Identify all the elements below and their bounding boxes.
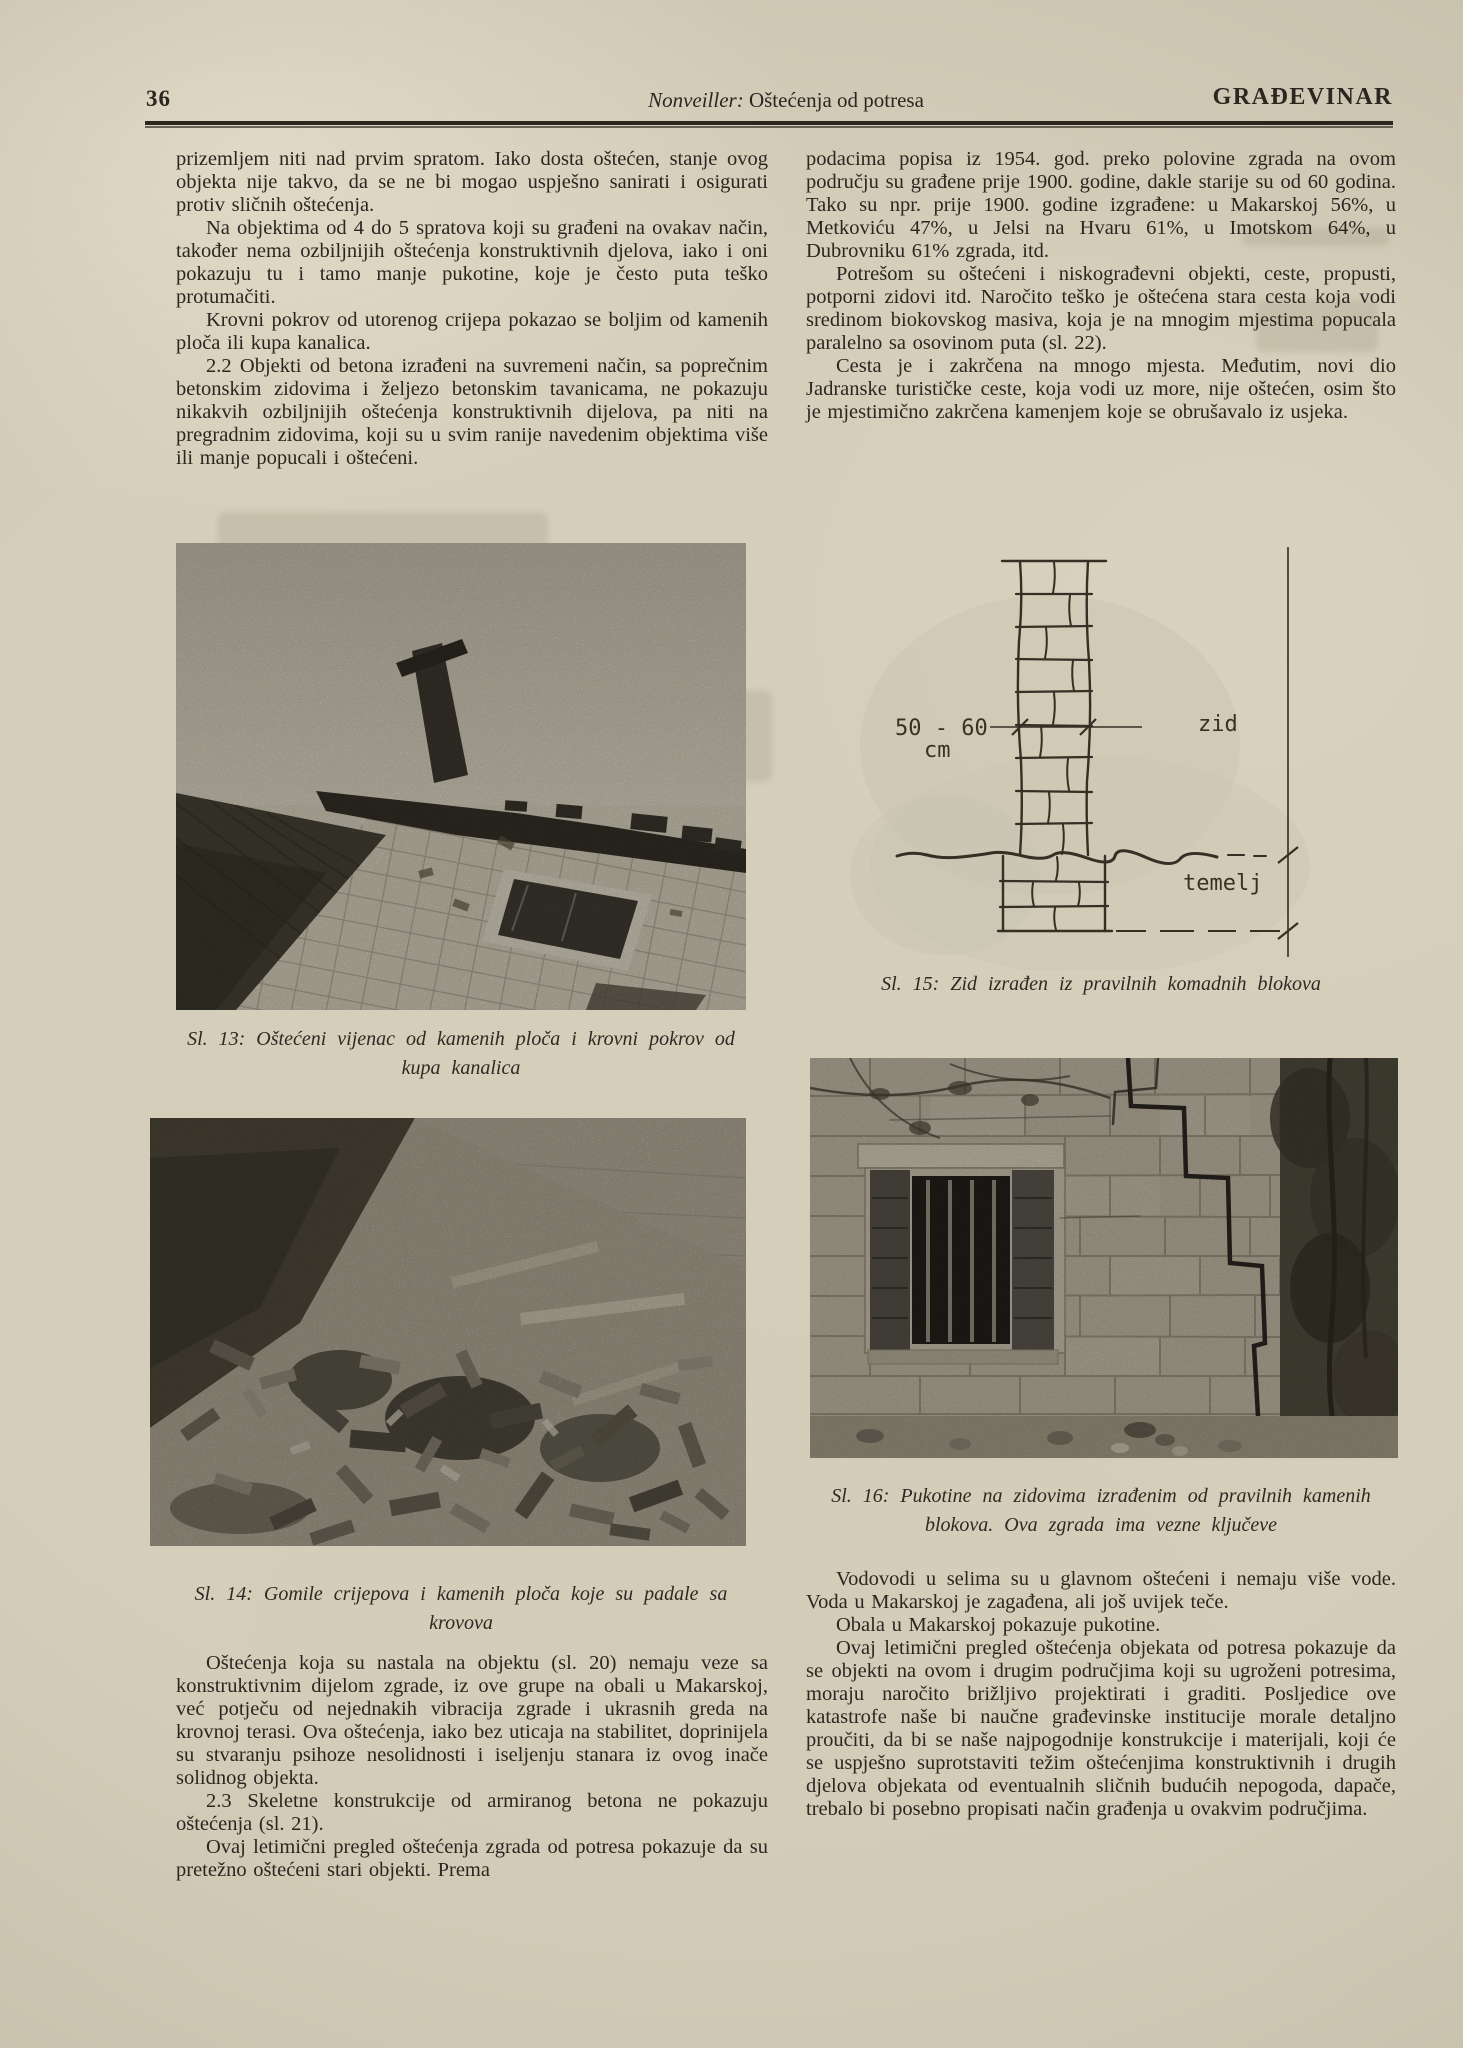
paragraph: Obala u Makarskoj pokazuje pukotine.	[836, 1614, 1161, 1636]
dimension-unit-label: cm	[924, 738, 951, 763]
running-header	[500, 88, 1072, 113]
figure-14-photo	[150, 1118, 746, 1546]
paragraph: podacima popisa iz 1954. god. preko polovine zgrada na ovom području su građene prije 1900. godine, dakle starije su od 60 godina. Tako su npr. prije 1900. godine izgrađene: u Makarskoj 56%, u Metkoviću 47%, u Jelsi na Hvaru 61%, u Imotskom 64%, u Dubrovniku 61% zgrada, itd.	[806, 148, 1396, 262]
running-author: Nonveiller:	[648, 88, 744, 112]
figure-16-photo	[810, 1058, 1398, 1458]
right-column-text-top	[806, 148, 1396, 424]
dimension-label: 50 - 60	[895, 716, 988, 741]
paragraph: prizemljem niti nad prvim spratom. Iako dosta oštećen, stanje ovog objekta nije takvo, da se ne bi mogao uspješno sanirati i osigurati protiv sličnih oštećenja.	[176, 148, 768, 216]
right-column-text-bottom	[806, 1568, 1396, 1821]
journal-name: GRAĐEVINAR	[1212, 84, 1393, 110]
paragraph: Vodovodi u selima su u glavnom oštećeni i nemaju više vode. Voda u Makarskoj je zagađena, ali još uvijek teče.	[806, 1568, 1396, 1613]
left-column-text-bottom	[176, 1652, 768, 1882]
photo-grain	[810, 1058, 1398, 1458]
paper-stain	[850, 595, 1310, 970]
figure-15-caption: Sl. 15: Zid izrađen iz pravilnih komadnih blokova	[881, 973, 1321, 995]
foundation-label: temelj	[1183, 871, 1263, 896]
photo-grain	[150, 1118, 746, 1546]
photo-grain	[176, 543, 746, 1010]
figure-15-drawing	[850, 545, 1370, 970]
paragraph: Ovaj letimični pregled oštećenja zgrada od potresa pokazuje da su pretežno oštećeni stari objekti. Prema	[176, 1836, 768, 1881]
page-number: 36	[146, 86, 171, 111]
left-column-text-top	[176, 148, 768, 470]
figure-13-photo	[176, 543, 746, 1010]
paragraph: 2.2 Objekti od betona izrađeni na suvremeni način, sa poprečnim betonskim zidovima i željezo betonskim tavanicama, ne pokazuju nikakvih ozbiljnijih oštećenja konstruktivnih dijelova, pa niti na pregradnim zidovima, koji su u svim ranije navedenim objektima više ili manje popucali i oštećeni.	[176, 355, 768, 469]
paragraph: Krovni pokrov od utorenog crijepa pokazao se boljim od kamenih ploča ili kupa kanalica.	[176, 309, 768, 354]
running-title: Oštećenja od potresa	[748, 88, 924, 112]
wall-label: zid	[1198, 712, 1238, 737]
header-rule	[145, 121, 1393, 128]
figure-16-caption: Sl. 16: Pukotine na zidovima izrađenim od pravilnih kamenih blokova. Ova zgrada ima vezne ključeve	[831, 1485, 1371, 1536]
paragraph: Cesta je i zakrčena na mnogo mjesta. Međutim, novi dio Jadranske turističke ceste, koja vodi uz more, nije oštećen, osim što je mjestimično zakrčena kamenjem koje se obrušavalo iz usjeka.	[806, 355, 1396, 423]
paragraph: Ovaj letimični pregled oštećenja objekata od potresa pokazuje da se objekti na ovom i drugim područjima koji su ugroženi potresima, moraju naročito brižljivo projektirati i graditi. Posljedice ove katastrofe naše bi naučne građevinske institucije morale detaljno proučiti, da bi se naše najpogodnije konstrukcije i materijali, koji će se uspješno suprotstaviti težim oštećenjima konstruktivnih i drugih djelova objekata od eventualnih sličnih budućih nepogoda, dapače, trebalo bi posebno propisati način građenja u ovakvim područjima.	[806, 1637, 1396, 1820]
figure-14-caption: Sl. 14: Gomile crijepova i kamenih ploča koje su padale sa krovova	[194, 1583, 728, 1634]
paragraph: Na objektima od 4 do 5 spratova koji su građeni na ovakav način, također nema ozbiljnijih oštećenja konstruktivnih djelova, iako i oni pokazuju tu i tamo manje pukotine, koje je često puta teško protumačiti.	[176, 217, 768, 308]
figure-13-caption: Sl. 13: Oštećeni vijenac od kamenih ploča i krovni pokrov od kupa kanalica	[187, 1028, 735, 1079]
paragraph: 2.3 Skeletne konstrukcije od armiranog betona ne pokazuju oštećenja (sl. 21).	[176, 1790, 768, 1835]
paragraph: Oštećenja koja su nastala na objektu (sl. 20) nemaju veze sa konstruktivnim dijelom zgrade, iz ove grupe na obali u Makarskoj, već potječu od nejednakih vibracija zgrade i ukrasnih greda na krovnoj terasi. Ova oštećenja, iako bez uticaja na stabilitet, doprinijela su stvaranju psihoze nesolidnosti i iseljenju stanara iz ovog inače solidnog objekta.	[176, 1652, 768, 1789]
paragraph: Potrešom su oštećeni i niskograđevni objekti, ceste, propusti, potporni zidovi itd. Naročito teško je oštećena stara cesta koja vodi sredinom biokovskog masiva, koja je na mnogim mjestima popucala paralelno sa osovinom puta (sl. 22).	[806, 263, 1396, 354]
